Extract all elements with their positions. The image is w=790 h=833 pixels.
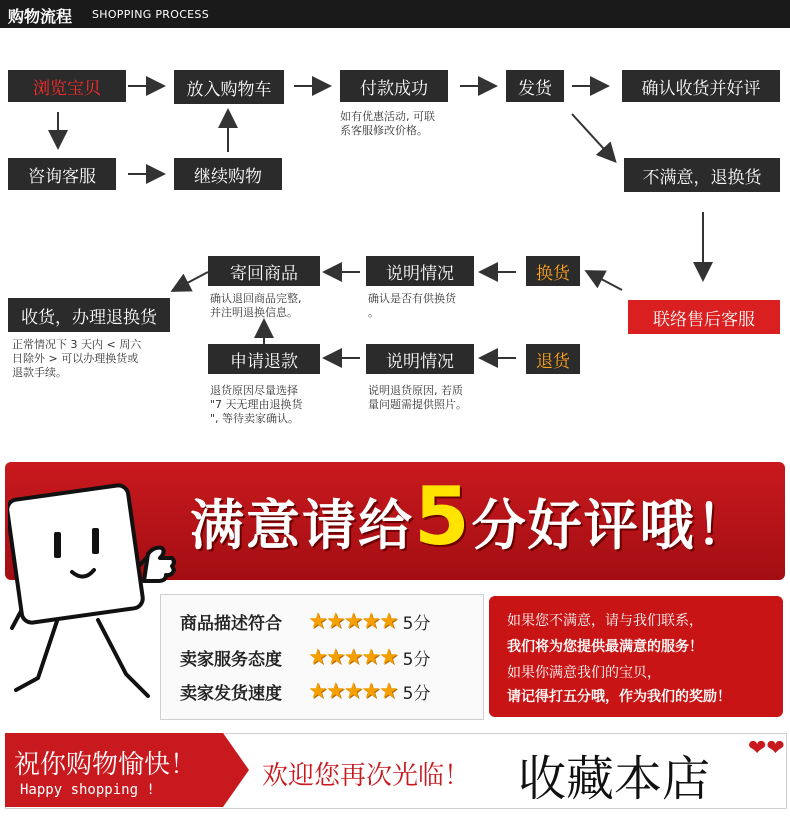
header-subtitle: SHOPPING PROCESS xyxy=(92,8,210,21)
banner-text-pre: 满意请给 xyxy=(190,494,414,557)
step-browse: 浏览宝贝 xyxy=(8,70,126,102)
note-exchange-line: 确认是否有供换货 xyxy=(368,292,456,305)
step-exchange: 换货 xyxy=(526,256,580,286)
note-refund-line: 量问题需提供照片。 xyxy=(368,398,467,411)
footer-welcome: 欢迎您再次光临！ xyxy=(262,761,471,791)
step-explain-exchange: 说明情况 xyxy=(366,256,474,286)
step-pay: 付款成功 xyxy=(340,70,448,102)
footer-wish-en: Happy shopping ! xyxy=(20,782,155,798)
note-exchange xyxy=(368,292,456,320)
step-refund: 退货 xyxy=(526,344,580,374)
rating-score: 5分 xyxy=(402,649,431,670)
step-contact-service: 联络售后客服 xyxy=(628,300,780,334)
note-pay-line: 系客服修改价格。 xyxy=(340,124,428,137)
rating-label: 卖家发货速度 xyxy=(180,683,282,704)
rating-score: 5分 xyxy=(402,613,431,634)
note-pay-line: 如有优惠活动, 可联 xyxy=(340,110,435,123)
mascot-icon xyxy=(8,478,178,728)
rating-label: 商品描述符合 xyxy=(180,613,282,634)
note-receive xyxy=(12,338,141,380)
rating-score: 5分 xyxy=(402,683,431,704)
step-receive: 收货，办理退换货 xyxy=(8,298,170,332)
note-send-back-line: 并注明退换信息。 xyxy=(210,306,298,319)
note-send-back xyxy=(210,292,302,320)
note-exchange-line: 。 xyxy=(368,306,379,319)
step-add-cart: 放入购物车 xyxy=(174,70,284,104)
step-explain-refund: 说明情况 xyxy=(366,344,474,374)
header-title: 购物流程 xyxy=(8,7,73,26)
note-send-back-line: 确认退回商品完整, xyxy=(210,292,302,305)
step-send-back: 寄回商品 xyxy=(208,256,320,286)
note-receive-line: 正常情况下 3 天内 < 周六 xyxy=(12,338,142,351)
star-icon: ★★★★★ xyxy=(308,644,397,670)
message-line: 请记得打五分哦，作为我们的奖励！ xyxy=(507,689,731,705)
note-receive-line: 日除外 > 可以办理换货或 xyxy=(12,352,139,365)
favorite-store-button[interactable]: 收藏本店 xyxy=(518,751,711,807)
rating-row xyxy=(180,606,480,636)
banner-text-post: 分好评哦！ xyxy=(471,494,752,557)
step-ship: 发货 xyxy=(506,70,564,102)
note-apply-line: 退货原因尽量选择 xyxy=(210,384,298,397)
step-confirm: 确认收货并好评 xyxy=(622,70,780,102)
step-apply-refund: 申请退款 xyxy=(208,344,320,374)
banner-headline xyxy=(190,470,752,563)
message-line: 我们将为您提供最满意的服务！ xyxy=(507,639,703,655)
banner-five: 5 xyxy=(414,470,472,563)
step-consult: 咨询客服 xyxy=(8,158,116,190)
note-refund-line: 说明退货原因, 若质 xyxy=(368,384,463,397)
footer-arrow-shape xyxy=(223,733,249,807)
footer-wish-cn: 祝你购物愉快！ xyxy=(14,750,197,780)
note-apply-refund xyxy=(210,384,303,426)
note-receive-line: 退款手续。 xyxy=(12,366,67,379)
note-refund xyxy=(368,384,467,412)
rating-row xyxy=(180,676,480,706)
rating-label: 卖家服务态度 xyxy=(180,649,282,670)
note-pay xyxy=(340,110,435,138)
step-unsatisfied: 不满意，退换货 xyxy=(624,158,780,192)
star-icon: ★★★★★ xyxy=(308,678,397,704)
rating-row xyxy=(180,642,480,672)
heart-icon: ❤❤ xyxy=(748,736,785,761)
star-icon: ★★★★★ xyxy=(308,608,397,634)
note-apply-line: "7 天无理由退换货 xyxy=(210,398,303,411)
note-apply-line: ", 等待卖家确认。 xyxy=(210,412,300,425)
message-line: 如果您不满意，请与我们联系， xyxy=(507,613,703,629)
step-continue: 继续购物 xyxy=(174,158,282,190)
message-line: 如果你满意我们的宝贝， xyxy=(507,665,661,681)
